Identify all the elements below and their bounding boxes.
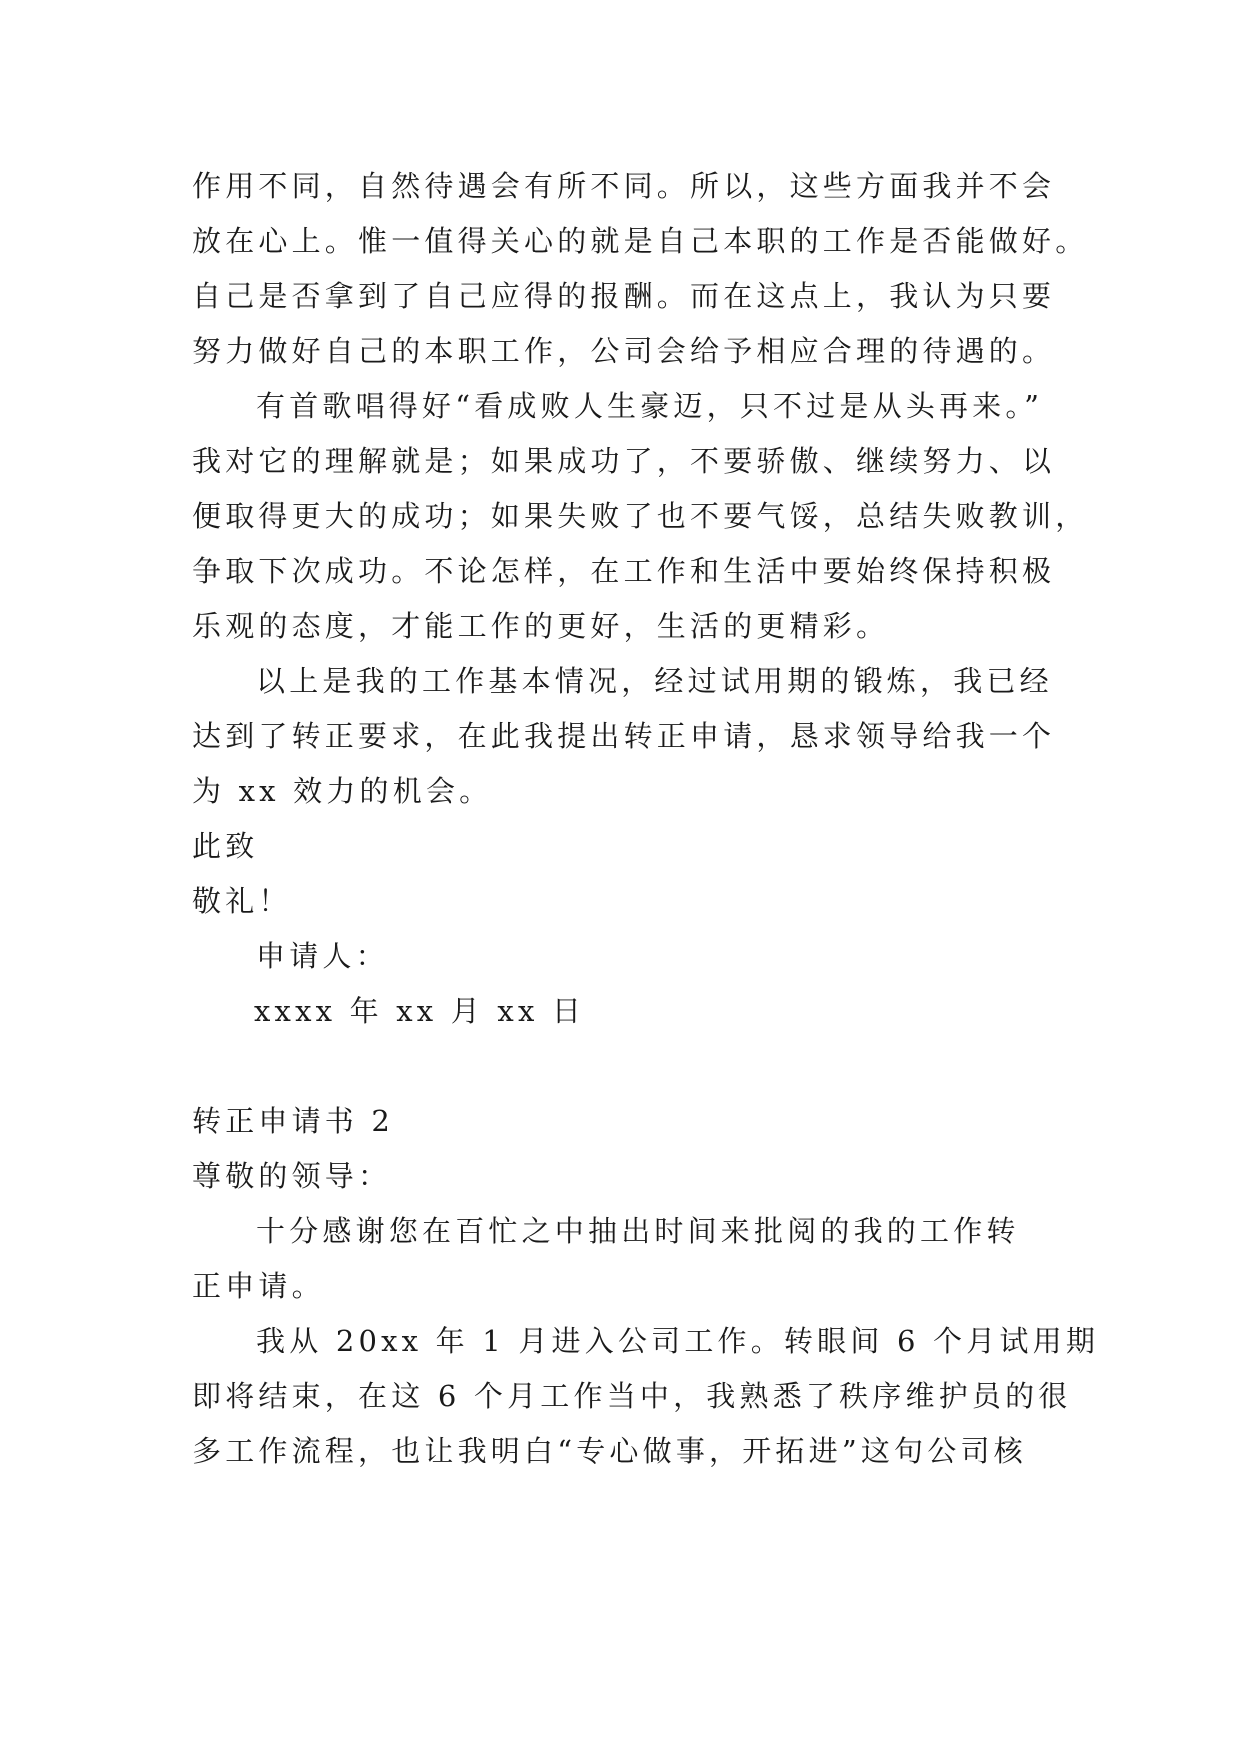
paragraph-line: 即将结束，在这 6 个月工作当中，我熟悉了秩序维护员的很 — [192, 1379, 1072, 1413]
paragraph-line: 自己是否拿到了自己应得的报酬。而在这点上，我认为只要 — [192, 279, 1056, 313]
paragraph-line: 以上是我的工作基本情况，经过试用期的锻炼，我已经 — [256, 664, 1053, 698]
paragraph-line: 放在心上。惟一值得关心的就是自己本职的工作是否能做好。 — [192, 224, 1089, 258]
greeting-line: 尊敬的领导： — [192, 1159, 392, 1193]
closing-line: 此致 — [192, 829, 259, 863]
paragraph-line: 达到了转正要求，在此我提出转正申请，恳求领导给我一个 — [192, 719, 1056, 753]
paragraph-line: 有首歌唱得好“看成败人生豪迈，只不过是从头再来。” — [256, 389, 1044, 423]
paragraph-line: 努力做好自己的本职工作，公司会给予相应合理的待遇的。 — [192, 334, 1056, 368]
applicant-label: 申请人： — [256, 939, 389, 973]
paragraph-line: 为 xx 效力的机会。 — [192, 774, 493, 808]
paragraph-line: 乐观的态度，才能工作的更好，生活的更精彩。 — [192, 609, 890, 643]
section-title: 转正申请书 2 — [192, 1104, 395, 1138]
paragraph-line: 多工作流程，也让我明白“专心做事，开拓进”这句公司核 — [192, 1434, 1027, 1468]
paragraph-line: 我从 20xx 年 1 月进入公司工作。转眼间 6 个月试用期 — [256, 1324, 1100, 1358]
paragraph-line: 我对它的理解就是；如果成功了，不要骄傲、继续努力、以 — [192, 444, 1056, 478]
paragraph-line: 作用不同，自然待遇会有所不同。所以，这些方面我并不会 — [192, 169, 1056, 203]
salutation-line: 敬礼！ — [192, 884, 292, 918]
paragraph-line: 争取下次成功。不论怎样，在工作和生活中要始终保持积极 — [192, 554, 1056, 588]
paragraph-line: 十分感谢您在百忙之中抽出时间来批阅的我的工作转 — [256, 1214, 1020, 1248]
paragraph-line: 便取得更大的成功；如果失败了也不要气馁，总结失败教训， — [192, 499, 1089, 533]
paragraph-line: 正申请。 — [192, 1269, 325, 1303]
signature-date: xxxx 年 xx 月 xx 日 — [254, 994, 586, 1028]
